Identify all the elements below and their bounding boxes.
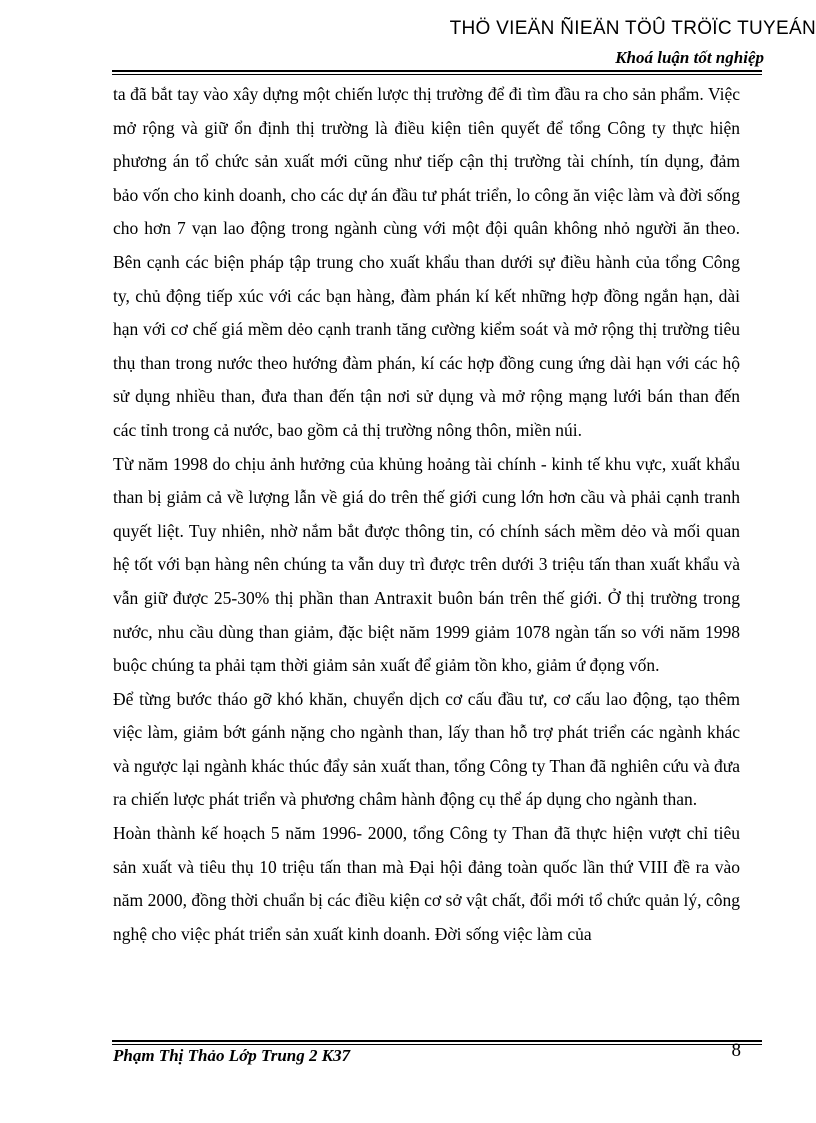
header-subtitle: Khoá luận tốt nghiệp [615,48,764,67]
footer-rule [112,1040,762,1045]
header-rule [112,70,762,75]
paragraph-1: ta đã bắt tay vào xây dựng một chiến lược thị trường để đi tìm đầu ra cho sản phẩm. Việc mở rộng và giữ ổn định thị trường là điều kiện tiên quyết để tổng Công ty thực hiện phương án tổ chức sản xuất mới cũng như tiếp cận thị trường tài chính, tín dụng, đảm bảo vốn cho kinh doanh, cho các dự án đầu tư phát triển, lo công ăn việc làm và đời sống cho hơn 7 vạn lao động trong ngành cùng với một đội quân không nhỏ người ăn theo. Bên cạnh các biện pháp tập trung cho xuất khẩu than dưới sự điều hành của tổng Công ty, chủ động tiếp xúc với các bạn hàng, đàm phán kí kết những hợp đồng ngắn hạn, dài hạn với cơ chế giá mềm dẻo cạnh tranh tăng cường kiểm soát và mở rộng thị trường tiêu thụ than trong nước theo hướng đàm phán, kí các hợp đồng cung ứng dài hạn với các hộ sử dụng nhiều than, đưa than đến tận nơi sử dụng và mở rộng mạng lưới bán than đến các tỉnh trong cả nước, bao gồm cả thị trường nông thôn, miền núi. [113,84,740,440]
page-number: 8 [731,1040,741,1061]
document-body [113,78,740,951]
header-title: THÖ VIEÄN ÑIEÄN TÖÛ TRÖÏC TUYEÁN [449,18,816,39]
footer-author: Phạm Thị Thảo Lớp Trung 2 K37 [113,1046,351,1065]
paragraph-3: Để từng bước tháo gỡ khó khăn, chuyển dịch cơ cấu đầu tư, cơ cấu lao động, tạo thêm việc làm, giảm bớt gánh nặng cho ngành than, lấy than hỗ trợ phát triển các ngành khác và ngược lại ngành khác thúc đẩy sản xuất than, tổng Công ty Than đã nghiên cứu và đưa ra chiến lược phát triển và phương châm hành động cụ thể áp dụng cho ngành than. [113,688,740,810]
paragraph-2: Từ năm 1998 do chịu ảnh hưởng của khủng hoảng tài chính - kinh tế khu vực, xuất khẩu than bị giảm cả về lượng lẫn về giá do trên thế giới cung lớn hơn cầu và phải cạnh tranh quyết liệt. Tuy nhiên, nhờ nắm bắt được thông tin, có chính sách mềm dẻo và mối quan hệ tốt với bạn hàng nên chúng ta vẫn duy trì được trên dưới 3 triệu tấn than xuất khẩu và vẫn giữ được 25-30% thị phần than Antraxit buôn bán trên thế giới. Ở thị trường trong nước, nhu cầu dùng than giảm, đặc biệt năm 1999 giảm 1078 ngàn tấn so với năm 1998 buộc chúng ta phải tạm thời giảm sản xuất để giảm tồn kho, giảm ứ đọng vốn. [113,453,740,676]
paragraph-4: Hoàn thành kế hoạch 5 năm 1996- 2000, tổng Công ty Than đã thực hiện vượt chỉ tiêu sản xuất và tiêu thụ 10 triệu tấn than mà Đại hội đảng toàn quốc lần thứ VIII đề ra vào năm 2000, đồng thời chuẩn bị các điều kiện cơ sở vật chất, đổi mới tổ chức quản lý, công nghệ cho việc phát triển sản xuất kinh doanh. Đời sống việc làm của [113,823,740,944]
